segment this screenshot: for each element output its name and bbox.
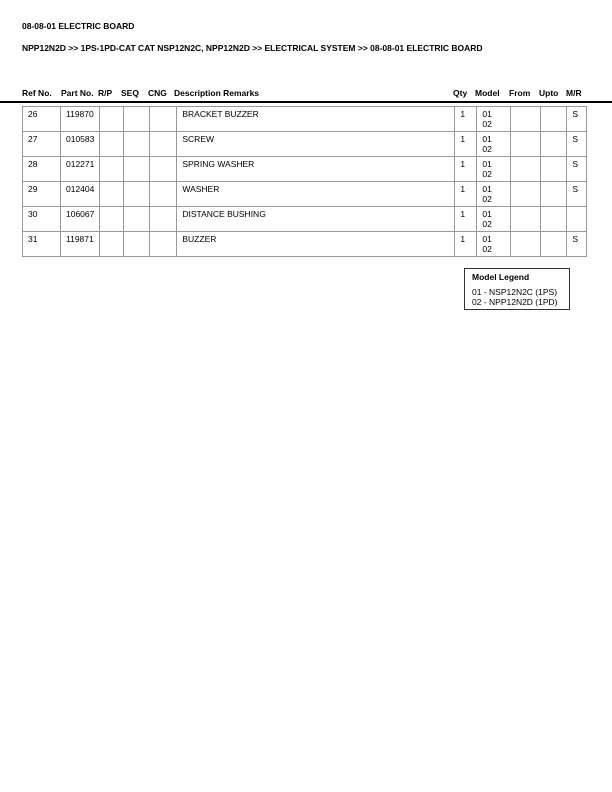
- cell-from: [511, 157, 541, 182]
- cell-upto: [541, 232, 567, 257]
- cell-qty: 1: [455, 132, 477, 157]
- cell-from: [511, 232, 541, 257]
- cell-qty: 1: [455, 182, 477, 207]
- cell-upto: [541, 207, 567, 232]
- cell-rp: [100, 232, 124, 257]
- legend-item: 01 - NSP12N2C (1PS): [472, 287, 558, 297]
- cell-desc: WASHER: [177, 182, 455, 207]
- column-header: From: [509, 88, 531, 98]
- cell-part: 010583: [61, 132, 100, 157]
- model-code: 01: [482, 109, 492, 119]
- cell-upto: [541, 157, 567, 182]
- cell-from: [511, 107, 541, 132]
- column-header: CNG: [148, 88, 167, 98]
- cell-part: 119871: [61, 232, 100, 257]
- cell-mr: S: [567, 182, 587, 207]
- cell-model: [477, 132, 511, 157]
- cell-mr: S: [567, 107, 587, 132]
- cell-upto: [541, 182, 567, 207]
- parts-table: [22, 106, 587, 257]
- cell-cng: [150, 107, 177, 132]
- table-row: [23, 132, 587, 157]
- cell-part: 012404: [61, 182, 100, 207]
- column-header: SEQ: [121, 88, 139, 98]
- header-rule: [0, 101, 612, 103]
- cell-qty: 1: [455, 157, 477, 182]
- cell-ref: 31: [23, 232, 61, 257]
- cell-rp: [100, 207, 124, 232]
- cell-seq: [124, 157, 150, 182]
- model-code: 01: [482, 184, 492, 194]
- cell-cng: [150, 207, 177, 232]
- model-code: 02: [482, 194, 492, 204]
- table-row: [23, 207, 587, 232]
- cell-qty: 1: [455, 107, 477, 132]
- cell-qty: 1: [455, 232, 477, 257]
- column-header: M/R: [566, 88, 582, 98]
- cell-rp: [100, 132, 124, 157]
- cell-mr: S: [567, 157, 587, 182]
- cell-ref: 26: [23, 107, 61, 132]
- cell-seq: [124, 132, 150, 157]
- cell-rp: [100, 157, 124, 182]
- cell-desc: SPRING WASHER: [177, 157, 455, 182]
- cell-model: [477, 107, 511, 132]
- column-header: Description Remarks: [174, 88, 260, 98]
- model-code: 02: [482, 119, 492, 129]
- cell-cng: [150, 157, 177, 182]
- table-row: [23, 107, 587, 132]
- cell-desc: SCREW: [177, 132, 455, 157]
- cell-model: [477, 157, 511, 182]
- cell-cng: [150, 182, 177, 207]
- cell-part: 106067: [61, 207, 100, 232]
- cell-cng: [150, 232, 177, 257]
- cell-seq: [124, 182, 150, 207]
- cell-seq: [124, 232, 150, 257]
- column-header: R/P: [98, 88, 113, 98]
- cell-from: [511, 132, 541, 157]
- cell-from: [511, 207, 541, 232]
- cell-upto: [541, 132, 567, 157]
- breadcrumb: NPP12N2D >> 1PS-1PD-CAT CAT NSP12N2C, NPP12N2D >> ELECTRICAL SYSTEM >> 08-08-01 ELECTRIC BOARD: [22, 43, 483, 53]
- column-header: Model: [475, 88, 500, 98]
- model-code: 01: [482, 209, 492, 219]
- column-header: Ref No.: [22, 88, 52, 98]
- legend-title: Model Legend: [472, 272, 530, 282]
- cell-ref: 28: [23, 157, 61, 182]
- cell-mr: S: [567, 132, 587, 157]
- cell-mr: [567, 207, 587, 232]
- cell-model: [477, 207, 511, 232]
- cell-model: [477, 232, 511, 257]
- cell-qty: 1: [455, 207, 477, 232]
- cell-seq: [124, 107, 150, 132]
- cell-rp: [100, 182, 124, 207]
- cell-part: 119870: [61, 107, 100, 132]
- page-title: 08-08-01 ELECTRIC BOARD: [22, 21, 135, 31]
- cell-mr: S: [567, 232, 587, 257]
- cell-from: [511, 182, 541, 207]
- cell-part: 012271: [61, 157, 100, 182]
- model-code: 02: [482, 169, 492, 179]
- cell-desc: BUZZER: [177, 232, 455, 257]
- model-code: 02: [482, 244, 492, 254]
- model-code: 02: [482, 219, 492, 229]
- model-code: 01: [482, 159, 492, 169]
- cell-ref: 29: [23, 182, 61, 207]
- column-header: Upto: [539, 88, 559, 98]
- cell-model: [477, 182, 511, 207]
- model-legend: [464, 268, 570, 310]
- model-code: 01: [482, 234, 492, 244]
- cell-desc: BRACKET BUZZER: [177, 107, 455, 132]
- table-row: [23, 157, 587, 182]
- cell-ref: 27: [23, 132, 61, 157]
- cell-upto: [541, 107, 567, 132]
- cell-cng: [150, 132, 177, 157]
- cell-seq: [124, 207, 150, 232]
- legend-item: 02 - NPP12N2D (1PD): [472, 297, 558, 307]
- cell-ref: 30: [23, 207, 61, 232]
- model-code: 01: [482, 134, 492, 144]
- column-header: Qty: [453, 88, 468, 98]
- column-header: Part No.: [61, 88, 94, 98]
- cell-rp: [100, 107, 124, 132]
- cell-desc: DISTANCE BUSHING: [177, 207, 455, 232]
- table-row: [23, 182, 587, 207]
- table-row: [23, 232, 587, 257]
- model-code: 02: [482, 144, 492, 154]
